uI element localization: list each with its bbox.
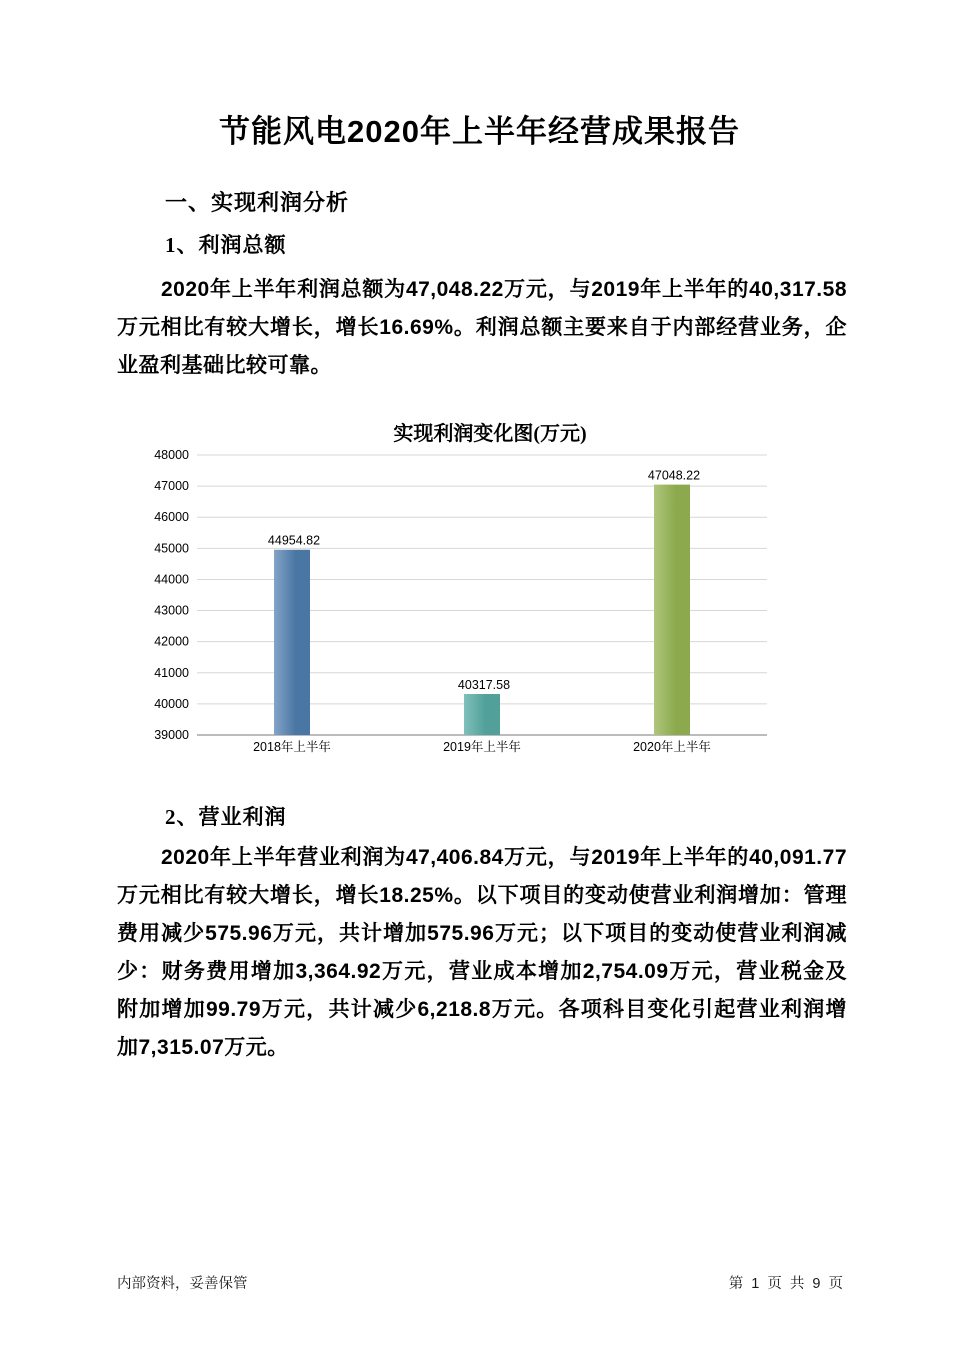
footer-page-number: 第 1 页 共 9 页	[728, 1276, 845, 1292]
chart-category-label: 2020年上半年	[633, 740, 711, 754]
chart-value-label: 40317.58	[457, 678, 511, 693]
chart-category-label: 2019年上半年	[443, 740, 521, 754]
page-footer	[117, 1272, 845, 1296]
chart-value-label: 47048.22	[647, 468, 701, 483]
chart-ytick-label: 41000	[154, 665, 189, 680]
chart-bar	[654, 485, 690, 735]
chart-bar	[464, 694, 500, 735]
chart-category-label: 2018年上半年	[253, 740, 331, 754]
chart-value-label: 44954.82	[267, 533, 321, 548]
chart-ytick-label: 43000	[154, 603, 189, 618]
bar-chart-canvas	[140, 414, 840, 766]
chart-ytick-label: 42000	[154, 634, 189, 649]
profit-change-bar-chart	[140, 414, 840, 766]
chart-ytick-label: 39000	[154, 728, 189, 742]
chart-ytick-label: 48000	[154, 448, 189, 462]
chart-bar	[274, 550, 310, 735]
chart-ytick-label: 45000	[154, 541, 189, 556]
paragraph-total-profit: 2020年上半年利润总额为47,048.22万元，与2019年上半年的40,317.58万元相比有较大增长，增长16.69%。利润总额主要来自于内部经营业务，企业盈利基础比较可靠。	[117, 278, 847, 377]
footer-confidential-note: 内部资料，妥善保管	[117, 1276, 248, 1292]
chart-ytick-label: 44000	[154, 572, 189, 587]
paragraph-operating-profit: 2020年上半年营业利润为47,406.84万元，与2019年上半年的40,091.77万元相比有较大增长，增长18.25%。以下项目的变动使营业利润增加：管理费用减少575.96万元，共计增加575.96万元；以下项目的变动使营业利润减少：财务费用增加3,364.92万元，营业成本增加2,754.09万元，营业税金及附加增加99.79万元，共计减少6,218.8万元。各项科目变化引起营业利润增加7,315.07万元。	[117, 846, 847, 1059]
section-heading-profit-analysis: 一、实现利润分析	[165, 190, 350, 215]
chart-ytick-label: 47000	[154, 479, 189, 494]
document-title: 节能风电2020年上半年经营成果报告	[219, 114, 740, 149]
subsection-heading-operating-profit: 2、营业利润	[165, 805, 287, 829]
subsection-heading-total-profit: 1、利润总额	[165, 233, 287, 257]
chart-ytick-label: 40000	[154, 696, 189, 711]
chart-ytick-label: 46000	[154, 510, 189, 525]
chart-title: 实现利润变化图(万元)	[393, 423, 587, 445]
